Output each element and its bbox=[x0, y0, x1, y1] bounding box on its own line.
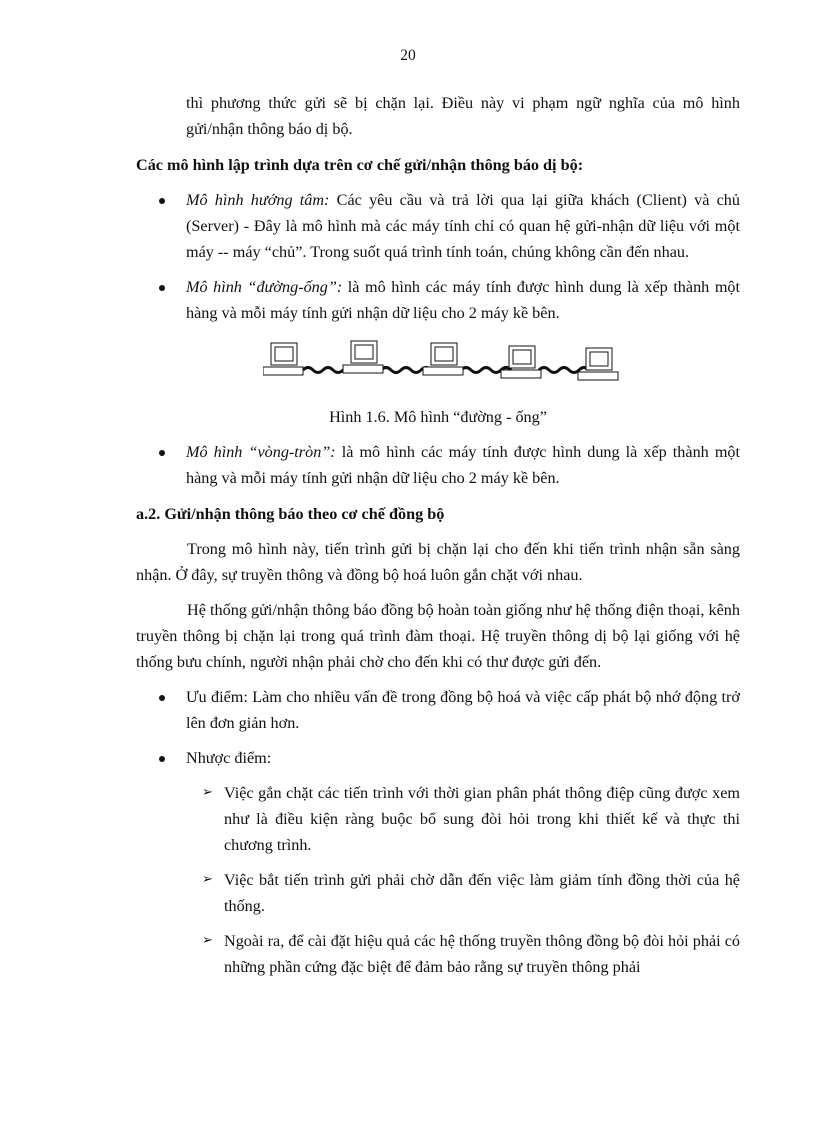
section-heading: Các mô hình lập trình dựa trên cơ chế gửi/nhận thông báo dị bộ: bbox=[136, 156, 584, 174]
cons-text: Việc bắt tiến trình gửi phải chờ dẫn đến việc làm giảm tính đồng thời của hệ thống. bbox=[224, 871, 740, 915]
list-item bbox=[136, 187, 740, 265]
list-item bbox=[136, 684, 740, 736]
computer-icon bbox=[343, 341, 383, 373]
list-item bbox=[204, 928, 740, 980]
bullet-icon bbox=[159, 450, 165, 456]
ring-model-list bbox=[136, 439, 740, 491]
list-item bbox=[136, 745, 740, 771]
computer-icon bbox=[423, 343, 463, 375]
computer-icon bbox=[578, 348, 618, 380]
model-description: là mô hình các máy tính được hình dung là xếp thành một hàng và mỗi máy tính gửi nhận dữ liệu cho 2 máy kề bên. bbox=[186, 278, 740, 322]
page-number: 20 bbox=[400, 47, 416, 64]
subsection-heading: a.2. Gửi/nhận thông báo theo cơ chế đồng bộ bbox=[136, 505, 445, 523]
intro-paragraph: thì phương thức gửi sẽ bị chặn lại. Điều này vi phạm ngữ nghĩa của mô hình gửi/nhận thông báo dị bộ. bbox=[186, 94, 740, 138]
page-content bbox=[136, 90, 740, 980]
bullet-icon bbox=[159, 198, 165, 204]
cons-text: Ngoài ra, để cài đặt hiệu quả các hệ thống truyền thông đồng bộ đòi hỏi phải có những phần cứng đặc biệt để đảm bảo rằng sự truyền thông phải bbox=[224, 932, 740, 976]
bullet-icon bbox=[159, 695, 165, 701]
pipeline-diagram bbox=[263, 340, 619, 392]
pipeline-figure bbox=[263, 340, 619, 392]
list-item bbox=[204, 780, 740, 858]
model-description: Các yêu cầu và trả lời qua lại giữa khách (Client) và chủ (Server) - Đây là mô hình mà các máy tính chỉ có quan hệ gửi-nhận dữ liệu với một máy -- máy “chủ”. Trong suốt quá trình tính toán, chúng không cần đến nhau. bbox=[186, 191, 740, 261]
cons-text: Việc gắn chặt các tiến trình với thời gian phân phát thông điệp cũng được xem như là điều kiện ràng buộc bổ sung đòi hỏi trong khi thiết kế và thực thi chương trình. bbox=[224, 784, 740, 854]
figure-caption: Hình 1.6. Mô hình “đường - ống” bbox=[329, 408, 547, 426]
bullet-icon bbox=[159, 756, 165, 762]
model-term: Mô hình hướng tâm: bbox=[186, 191, 330, 209]
list-item bbox=[136, 274, 740, 326]
arrow-bullet-icon: ➢ bbox=[202, 872, 213, 887]
list-item bbox=[204, 867, 740, 919]
pros-text: Ưu điểm: Làm cho nhiều vấn đề trong đồng bộ hoá và việc cấp phát bộ nhớ động trở lên đơn giản hơn. bbox=[186, 688, 740, 732]
model-term: Mô hình “đường-ống”: bbox=[186, 278, 343, 296]
arrow-bullet-icon: ➢ bbox=[202, 933, 213, 948]
cons-list bbox=[136, 780, 740, 980]
arrow-bullet-icon: ➢ bbox=[202, 785, 213, 800]
model-term: Mô hình “vòng-tròn”: bbox=[186, 443, 336, 461]
pros-cons-list bbox=[136, 684, 740, 771]
body-paragraph: Hệ thống gửi/nhận thông báo đồng bộ hoàn toàn giống như hệ thống điện thoại, kênh truyền thông bị chặn lại trong quá trình đàm thoại. Hệ truyền thông dị bộ lại giống với hệ thống bưu chính, người nhận phải chờ cho đến khi có thư được gửi đến. bbox=[136, 601, 740, 671]
list-item bbox=[136, 439, 740, 491]
body-paragraph: Trong mô hình này, tiến trình gửi bị chặn lại cho đến khi tiến trình nhận sẵn sàng nhận. Ở đây, sự truyền thông và đồng bộ hoá luôn gắn chặt với nhau. bbox=[136, 540, 740, 584]
model-list bbox=[136, 187, 740, 326]
computer-icon bbox=[501, 346, 541, 378]
model-description: là mô hình các máy tính được hình dung là xếp thành một hàng và mỗi máy tính gửi nhận dữ liệu cho 2 máy kề bên. bbox=[186, 443, 741, 487]
computer-icon bbox=[263, 343, 303, 375]
bullet-icon bbox=[159, 285, 165, 291]
cons-label: Nhược điểm: bbox=[186, 749, 272, 767]
